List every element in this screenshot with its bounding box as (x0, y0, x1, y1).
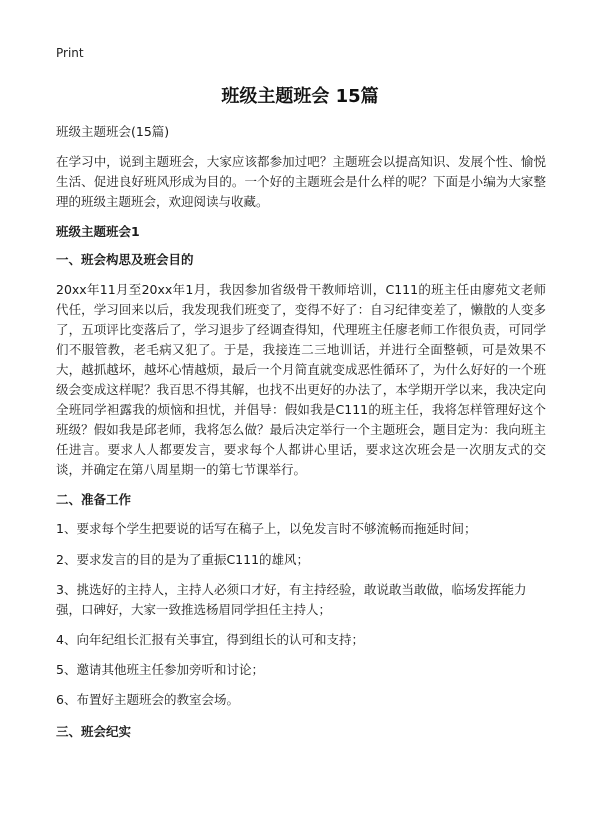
heading-3: 三、班会纪实 (56, 724, 132, 739)
list-item: 3、挑选好的主持人，主持人必须口才好，有主持经验，敢说敢当敢做，临场发挥能力强，口碑好，大家一致推选杨眉同学担任主持人； (56, 582, 527, 617)
heading-2: 二、准备工作 (56, 492, 132, 507)
intro-paragraph: 在学习中，说到主题班会，大家应该都参加过吧？主题班会以提高知识、发展个性、愉悦生活、促进良好班风形成为目的。一个好的主题班会是什么样的呢？下面是小编为大家整理的班级主题班会，欢迎阅读与收藏。 (56, 154, 546, 209)
document-subtitle: 班级主题班会(15篇) (56, 124, 170, 139)
section-title: 班级主题班会1 (56, 224, 140, 239)
list-item: 2、要求发言的目的是为了重振C111的雄风； (56, 552, 310, 567)
document-title: 班级主题班会 15篇 (221, 86, 379, 107)
list-item: 5、邀请其他班主任参加旁听和讨论； (56, 662, 264, 677)
list-item: 6、布置好主题班会的教室会场。 (56, 692, 239, 707)
list-item: 4、向年纪组长汇报有关事宜，得到组长的认可和支持； (56, 632, 364, 647)
list-item: 1、要求每个学生把要说的话写在稿子上，以免发言时不够流畅而拖延时间； (56, 521, 477, 536)
body-paragraph-1: 20xx年11月至20xx年1月，我因参加省级骨干教师培训，C111的班主任由廖苑文老师代任，学习回来以后，我发现我们班变了，变得不好了：自习纪律变差了，懒散的人变多了，五项评比变落后了，学习退步了经调查得知，代理班主任廖老师工作很负责，可同学们不服管教，老毛病又犯了。于是，我接连二三地训话，并进行全面整顿，可是效果不大，越抓越坏，越坏心情越烦，最后一个月简直就变成恶性循环了，为什么好好的一个班级会变成这样呢？我百思不得其解，也找不出更好的办法了，本学期开学以来，我决定向全班同学袒露我的烦恼和担忧，并倡导：假如我是C111的班主任，我将怎样管理好这个班级？假如我是邱老师，我将怎么做？最后决定举行一个主题班会，题目定为：我向班主任进言。要求人人都要发言，要求每个人都讲心里话，要求这次班会是一次朋友式的交谈，并确定在第八周星期一的第七节课举行。 (56, 282, 546, 477)
heading-1: 一、班会构思及班会目的 (56, 252, 194, 267)
print-link[interactable]: Print (56, 46, 84, 60)
